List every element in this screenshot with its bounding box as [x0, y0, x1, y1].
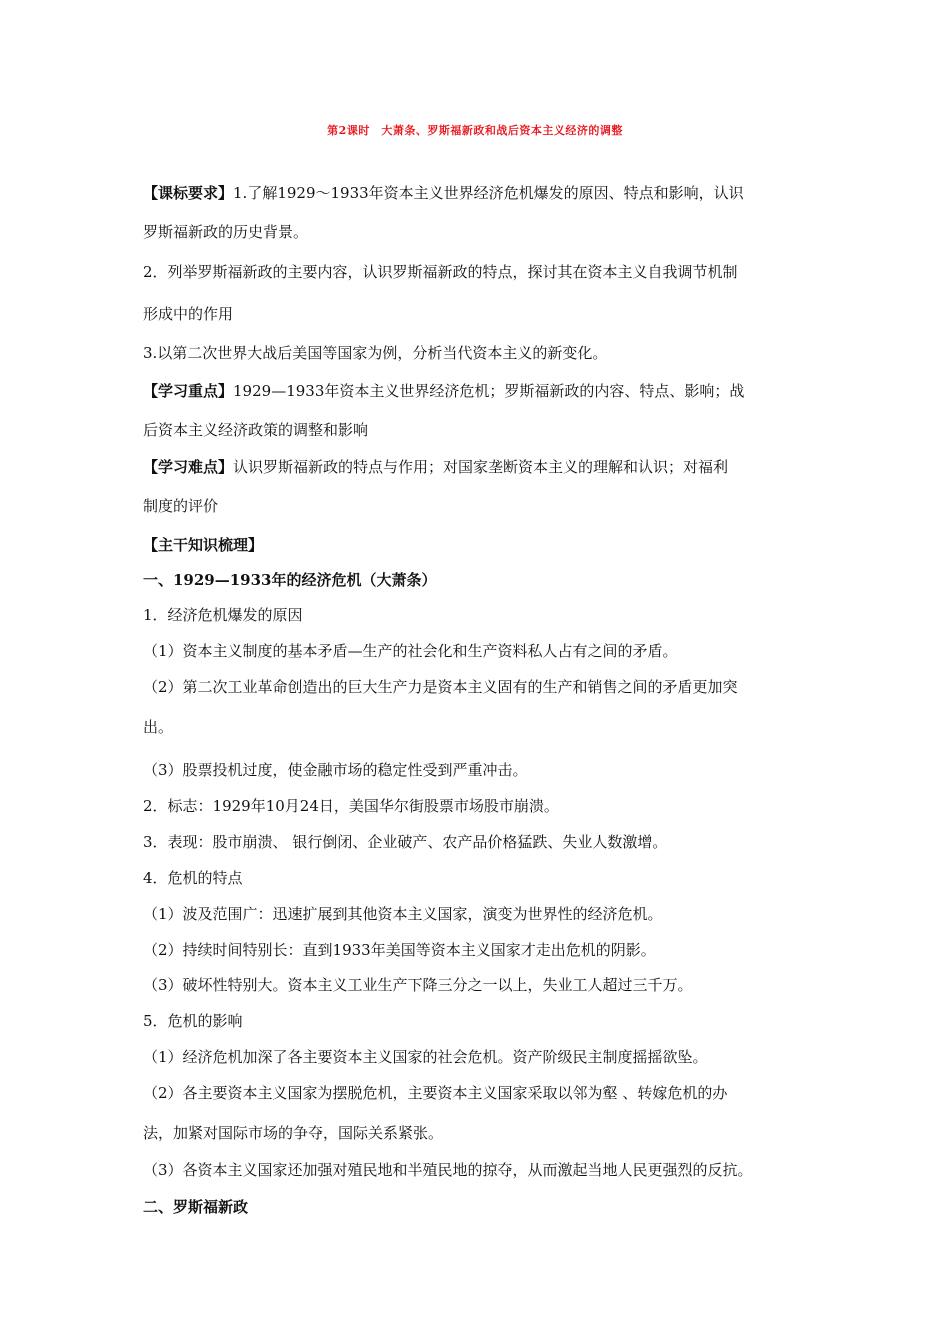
text-line: （2）各主要资本主义国家为摆脱危机，主要资本主义国家采取以邻为壑 、转嫁危机的办 [143, 1084, 728, 1102]
text-line: 形成中的作用 [143, 305, 234, 323]
text-line: 3．表现：股市崩溃、 银行倒闭、企业破产、农产品价格猛跌、失业人数激增。 [143, 833, 668, 851]
section-label: 【学习重点】 [143, 382, 234, 400]
text-line: 3.以第二次世界大战后美国等国家为例，分析当代资本主义的新变化。 [143, 344, 608, 362]
text-line: 2．列举罗斯福新政的主要内容，认识罗斯福新政的特点，探讨其在资本主义自我调节机制 [143, 263, 738, 281]
text-line: （2）第二次工业革命创造出的巨大生产力是资本主义固有的生产和销售之间的矛盾更加突 [143, 678, 738, 696]
section-heading: 【主干知识梳理】 [143, 536, 264, 554]
section-heading: 二、罗斯福新政 [143, 1198, 249, 1216]
text-line: （2）持续时间特别长：直到1933年美国等资本主义国家才走出危机的阴影。 [143, 941, 656, 959]
lesson-title: 第2课时 大萧条、罗斯福新政和战后资本主义经济的调整 [327, 124, 623, 137]
text-line: （1）波及范围广：迅速扩展到其他资本主义国家，演变为世界性的经济危机。 [143, 905, 663, 923]
text-line: 4．危机的特点 [143, 869, 243, 887]
text-line [143, 457, 728, 477]
text-line: 出。 [143, 718, 174, 736]
section-label: 【课标要求】 [143, 184, 234, 202]
text-line [143, 183, 744, 203]
text-line: 后资本主义经济政策的调整和影响 [143, 421, 369, 439]
section-label: 【学习难点】 [143, 458, 234, 476]
text-line: 1．经济危机爆发的原因 [143, 606, 303, 624]
line-text: 认识罗斯福新政的特点与作用；对国家垄断资本主义的理解和认识；对福利 [233, 458, 729, 476]
text-line: 5．危机的影响 [143, 1012, 243, 1030]
text-line [143, 381, 744, 401]
line-text: 1929—1933年资本主义世界经济危机；罗斯福新政的内容、特点、影响；战 [233, 382, 745, 400]
text-line: （3）各资本主义国家还加强对殖民地和半殖民地的掠夺，从而激起当地人民更强烈的反抗。 [143, 1161, 753, 1179]
line-text: 1.了解1929～1933年资本主义世界经济危机爆发的原因、特点和影响，认识 [233, 184, 744, 202]
text-line: （3）破坏性特别大。资本主义工业生产下降三分之一以上，失业工人超过三千万。 [143, 976, 693, 994]
text-line: 制度的评价 [143, 497, 219, 515]
text-line: （1）资本主义制度的基本矛盾—生产的社会化和生产资料私人占有之间的矛盾。 [143, 642, 678, 660]
text-line: （1）经济危机加深了各主要资本主义国家的社会危机。资产阶级民主制度摇摇欲坠。 [143, 1048, 708, 1066]
text-line: 罗斯福新政的历史背景。 [143, 223, 309, 241]
section-heading: 一、1929—1933年的经济危机（大萧条） [143, 571, 437, 589]
text-line: 法，加紧对国际市场的争夺，国际关系紧张。 [143, 1124, 444, 1142]
text-line: 2．标志：1929年10月24日，美国华尔街股票市场股市崩溃。 [143, 797, 559, 815]
text-line: （3）股票投机过度，使金融市场的稳定性受到严重冲击。 [143, 761, 528, 779]
